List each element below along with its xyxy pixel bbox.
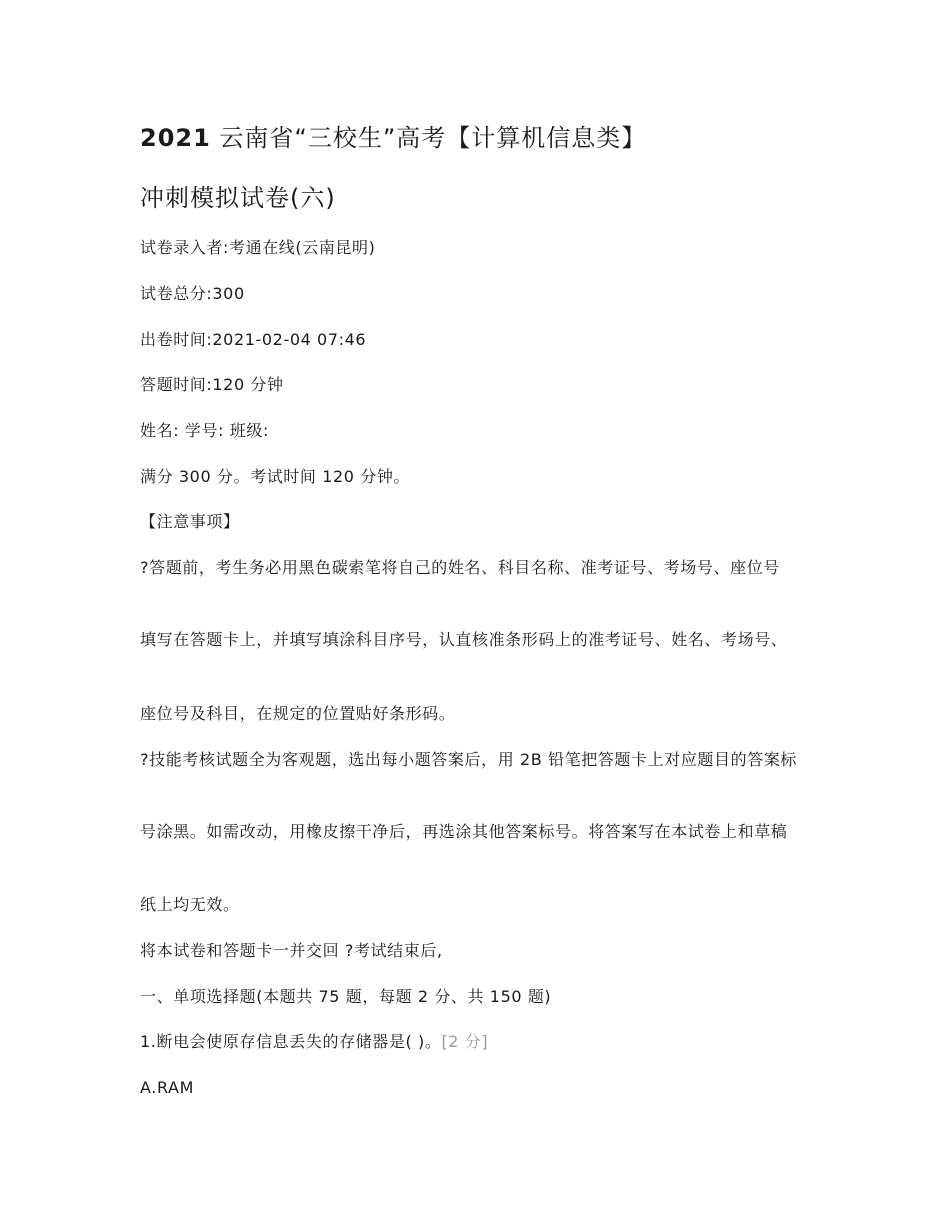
title-year: 2021 — [140, 124, 211, 152]
notice-paragraph-2a: ?技能考核试题全为客观题，选出每小题答案后，用 2B 铅笔把答题卡上对应题目的答案标 — [140, 750, 798, 769]
question-1-score: [2 分] — [441, 1032, 489, 1051]
meta-total-score: 试卷总分:300 — [140, 284, 245, 303]
intro-text: 满分 300 分。考试时间 120 分钟。 — [140, 467, 411, 486]
notice-paragraph-1c: 座位号及科目，在规定的位置贴好条形码。 — [140, 704, 456, 723]
notice-paragraph-3: 将本试卷和答题卡一并交回 ?考试结束后, — [140, 941, 443, 960]
question-1 — [140, 1029, 815, 1055]
notice-paragraph-1a: ?答题前，考生务必用黑色碳索笔将自己的姓名、科目名称、准考证号、考场号、座位号 — [140, 558, 780, 577]
notice-heading: 【注意事项】 — [140, 512, 240, 531]
paper-title-line1 — [140, 118, 646, 158]
meta-student-fields: 姓名: 学号: 班级: — [140, 421, 269, 440]
meta-answer-time: 答题时间:120 分钟 — [140, 375, 284, 394]
notice-paragraph-2c: 纸上均无效。 — [140, 895, 240, 914]
notice-paragraph-1b: 填写在答题卡上，并填写填涂科目序号，认直核准条形码上的准考证号、姓名、考场号、 — [140, 630, 788, 649]
title-rest: 云南省“三校生”高考【计算机信息类】 — [210, 124, 647, 152]
meta-issued-time: 出卷时间:2021-02-04 07:46 — [140, 330, 367, 349]
meta-entered-by: 试卷录入者:考通在线(云南昆明) — [140, 238, 376, 257]
paper-title-line2: 冲刺模拟试卷(六) — [140, 184, 336, 212]
question-1-option-a: A.RAM — [140, 1078, 194, 1097]
notice-paragraph-2b: 号涂黑。如需改动，用橡皮擦干净后，再选涂其他答案标号。将答案写在本试卷上和草稿 — [140, 822, 788, 841]
section-1-heading: 一、单项选择题(本题共 75 题，每题 2 分、共 150 题) — [140, 987, 552, 1006]
question-1-text: 1.断电会使原存信息丢失的存储器是( )。 — [140, 1032, 442, 1051]
